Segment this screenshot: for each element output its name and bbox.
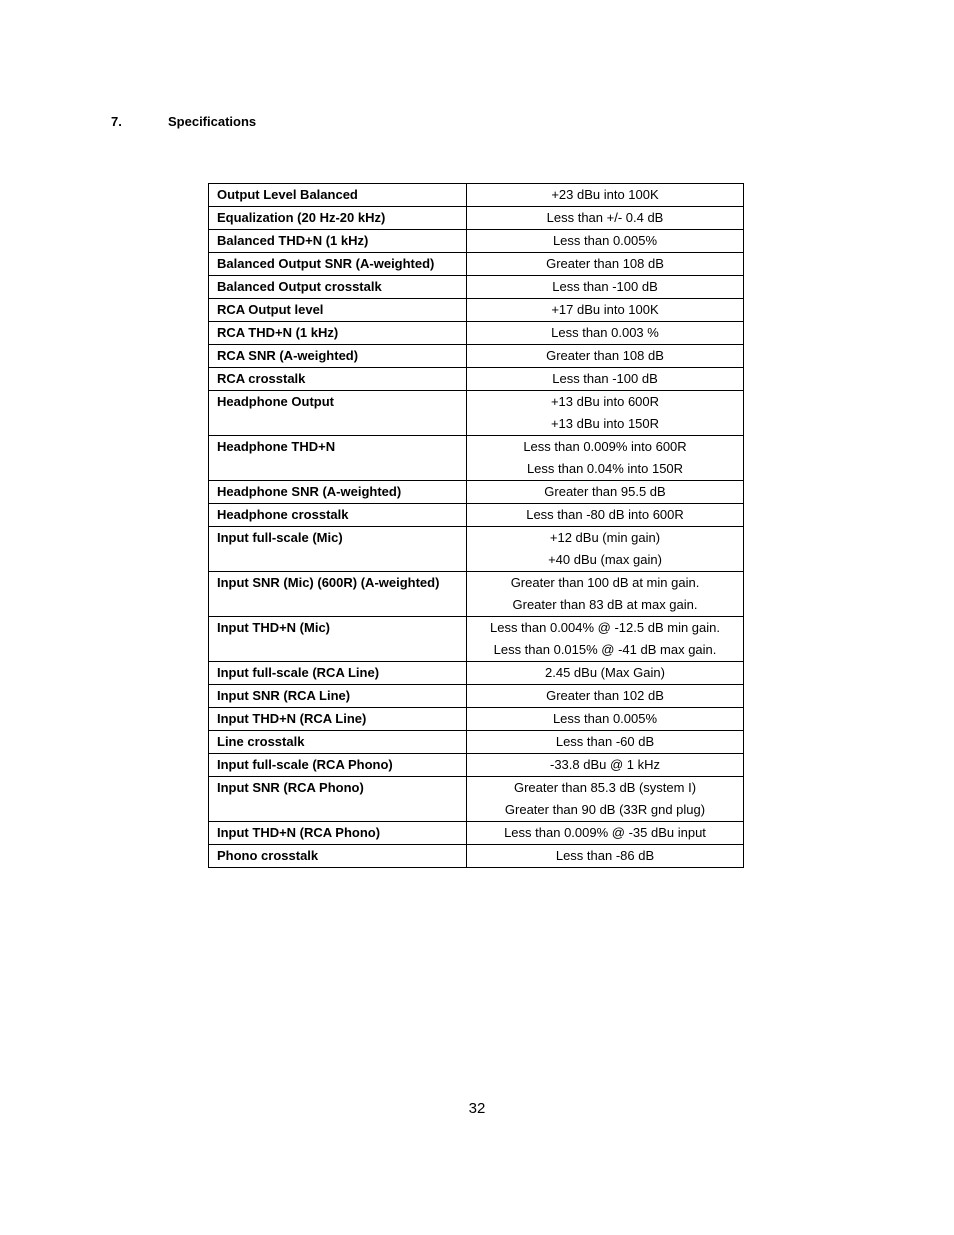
- spec-parameter: Input SNR (Mic) (600R) (A-weighted): [209, 572, 467, 617]
- spec-row: [209, 207, 744, 230]
- spec-value: [467, 230, 744, 253]
- spec-value: [467, 207, 744, 230]
- spec-parameter: RCA Output level: [209, 299, 467, 322]
- spec-value-line: +40 dBu (max gain): [548, 552, 662, 567]
- spec-value: [467, 685, 744, 708]
- spec-parameter: Headphone Output: [209, 391, 467, 436]
- spec-value-line: Less than 0.004% @ -12.5 dB min gain.: [489, 620, 720, 635]
- spec-value: [467, 299, 744, 322]
- spec-row: [209, 481, 744, 504]
- spec-value: [467, 822, 744, 845]
- spec-parameter: Headphone SNR (A-weighted): [209, 481, 467, 504]
- spec-row: [209, 662, 744, 685]
- spec-row: [209, 391, 744, 436]
- spec-value: [467, 481, 744, 504]
- spec-value: [467, 184, 744, 207]
- spec-value-line: +13 dBu into 600R: [550, 394, 660, 409]
- spec-parameter: Input THD+N (RCA Phono): [209, 822, 467, 845]
- spec-parameter: RCA THD+N (1 kHz): [209, 322, 467, 345]
- spec-value-line: Less than -86 dB: [555, 848, 655, 863]
- spec-row: [209, 299, 744, 322]
- spec-value: [467, 572, 744, 617]
- spec-value-line: +23 dBu into 100K: [551, 187, 659, 202]
- spec-value-line: Greater than 108 dB: [546, 256, 664, 271]
- spec-row: [209, 504, 744, 527]
- page-number: 32: [468, 1100, 486, 1117]
- spec-parameter: Headphone THD+N: [209, 436, 467, 481]
- spec-value: [467, 436, 744, 481]
- spec-value: [467, 731, 744, 754]
- spec-parameter: Balanced Output SNR (A-weighted): [209, 253, 467, 276]
- spec-value: [467, 708, 744, 731]
- spec-value: [467, 322, 744, 345]
- spec-row: [209, 436, 744, 481]
- spec-parameter: Balanced THD+N (1 kHz): [209, 230, 467, 253]
- spec-value-line: Less than 0.009% into 600R: [523, 439, 687, 454]
- spec-row: [209, 527, 744, 572]
- spec-value: [467, 345, 744, 368]
- spec-row: [209, 708, 744, 731]
- spec-row: [209, 572, 744, 617]
- spec-value-line: Less than -100 dB: [552, 279, 658, 294]
- section-number: 7.: [111, 114, 122, 129]
- spec-parameter: Balanced Output crosstalk: [209, 276, 467, 299]
- spec-value: [467, 527, 744, 572]
- spec-row: [209, 368, 744, 391]
- spec-row: [209, 276, 744, 299]
- spec-value-line: Greater than 85.3 dB (system I): [513, 780, 697, 795]
- spec-row: [209, 230, 744, 253]
- spec-row: [209, 345, 744, 368]
- spec-value-line: Less than 0.003 %: [551, 325, 659, 340]
- spec-parameter: Equalization (20 Hz-20 kHz): [209, 207, 467, 230]
- specifications-table: [208, 183, 744, 868]
- spec-parameter: Input THD+N (Mic): [209, 617, 467, 662]
- spec-value-line: Less than -100 dB: [552, 371, 658, 386]
- spec-parameter: Input SNR (RCA Line): [209, 685, 467, 708]
- spec-value: [467, 253, 744, 276]
- spec-parameter: Headphone crosstalk: [209, 504, 467, 527]
- spec-value-line: 2.45 dBu (Max Gain): [545, 665, 665, 680]
- spec-value-line: Greater than 102 dB: [546, 688, 664, 703]
- spec-row: [209, 754, 744, 777]
- spec-value-line: Greater than 95.5 dB: [544, 484, 666, 499]
- spec-row: [209, 822, 744, 845]
- spec-parameter: RCA crosstalk: [209, 368, 467, 391]
- spec-row: [209, 184, 744, 207]
- spec-parameter: Input full-scale (Mic): [209, 527, 467, 572]
- spec-parameter: Line crosstalk: [209, 731, 467, 754]
- spec-value: [467, 276, 744, 299]
- spec-value: [467, 777, 744, 822]
- spec-value-line: -33.8 dBu @ 1 kHz: [549, 757, 661, 772]
- spec-value: [467, 368, 744, 391]
- spec-parameter: Input full-scale (RCA Line): [209, 662, 467, 685]
- section-title: Specifications: [168, 114, 257, 129]
- spec-row: [209, 617, 744, 662]
- spec-row: [209, 322, 744, 345]
- spec-parameter: Input THD+N (RCA Line): [209, 708, 467, 731]
- spec-row: [209, 845, 744, 868]
- spec-parameter: Input full-scale (RCA Phono): [209, 754, 467, 777]
- spec-value-line: +12 dBu (min gain): [549, 530, 661, 545]
- specifications-table-body: [209, 184, 744, 868]
- section-heading: [111, 113, 256, 131]
- spec-value: [467, 504, 744, 527]
- spec-row: [209, 731, 744, 754]
- spec-value-line: Greater than 108 dB: [546, 348, 664, 363]
- spec-value-line: Less than -80 dB into 600R: [526, 507, 684, 522]
- spec-value-line: Less than -60 dB: [555, 734, 655, 749]
- spec-value-line: Greater than 100 dB at min gain.: [510, 575, 700, 590]
- spec-value-line: Less than 0.005%: [552, 711, 658, 726]
- spec-value-line: Less than 0.009% @ -35 dBu input: [504, 825, 706, 840]
- spec-value: [467, 845, 744, 868]
- spec-value: [467, 391, 744, 436]
- spec-parameter: Input SNR (RCA Phono): [209, 777, 467, 822]
- spec-row: [209, 253, 744, 276]
- spec-value-line: Greater than 90 dB (33R gnd plug): [504, 802, 706, 817]
- spec-value: [467, 662, 744, 685]
- spec-value-line: Greater than 83 dB at max gain.: [512, 597, 698, 612]
- spec-value: [467, 754, 744, 777]
- spec-parameter: RCA SNR (A-weighted): [209, 345, 467, 368]
- spec-value-line: Less than 0.015% @ -41 dB max gain.: [493, 642, 717, 657]
- spec-row: [209, 685, 744, 708]
- spec-parameter: Output Level Balanced: [209, 184, 467, 207]
- spec-value-line: +13 dBu into 150R: [550, 416, 660, 431]
- spec-value-line: Less than 0.005%: [552, 233, 658, 248]
- spec-value-line: Less than 0.04% into 150R: [526, 461, 684, 476]
- spec-value-line: +17 dBu into 100K: [551, 302, 659, 317]
- spec-parameter: Phono crosstalk: [209, 845, 467, 868]
- spec-value: [467, 617, 744, 662]
- spec-row: [209, 777, 744, 822]
- spec-value-line: Less than +/- 0.4 dB: [546, 210, 664, 225]
